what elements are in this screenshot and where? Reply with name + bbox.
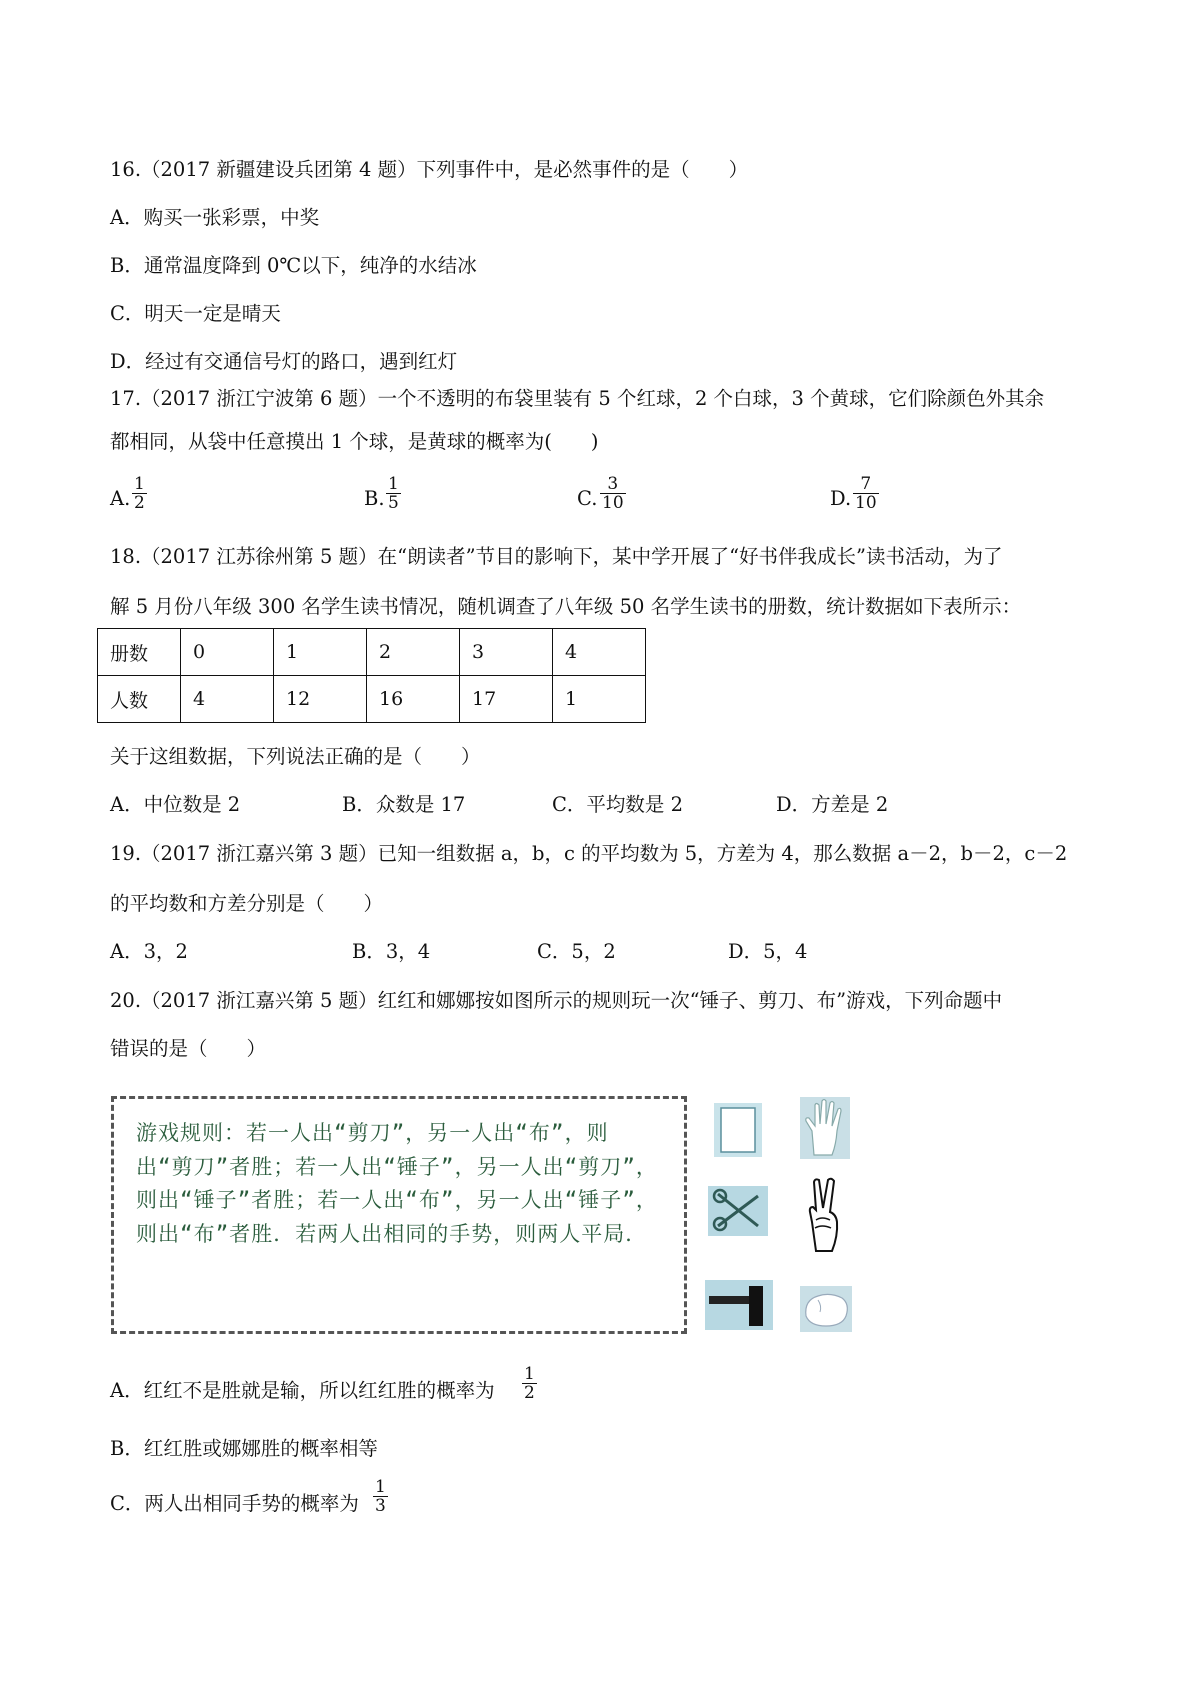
denominator: 10 — [602, 493, 624, 513]
q18-option-a: A．中位数是 2 — [110, 793, 241, 816]
q20-option-c-fraction — [373, 1478, 388, 1515]
q17-option-b-label: B. — [364, 487, 385, 510]
q20-option-a-text: A．红红不是胜就是输，所以红红胜的概率为 — [110, 1379, 495, 1402]
table-cell: 2 — [367, 629, 460, 676]
q18-option-b: B．众数是 17 — [342, 793, 466, 816]
paper-card-icon — [713, 1102, 763, 1158]
denominator: 3 — [375, 1496, 386, 1516]
q19-option-b: B．3，4 — [352, 940, 431, 963]
q16-option-a: A．购买一张彩票，中奖 — [110, 206, 320, 229]
q17-stem-line2: 都相同，从袋中任意摸出 1 个球，是黄球的概率为( ) — [110, 430, 599, 453]
open-hand-paper-icon — [800, 1097, 850, 1159]
numerator: 3 — [600, 475, 626, 494]
q20-option-b: B．红红胜或娜娜胜的概率相等 — [110, 1437, 378, 1460]
table-row — [98, 676, 646, 723]
victory-hand-scissors-icon — [800, 1176, 850, 1256]
q20-option-c-text: C．两人出相同手势的概率为 — [110, 1492, 359, 1515]
q17-option-a-label: A. — [110, 487, 131, 510]
table-cell: 16 — [367, 676, 460, 723]
q17-option-a-fraction — [132, 475, 147, 512]
q18-option-c: C．平均数是 2 — [552, 793, 684, 816]
denominator: 10 — [855, 493, 877, 513]
table-cell: 3 — [460, 629, 553, 676]
table-cell: 1 — [553, 676, 646, 723]
denominator: 2 — [134, 493, 145, 513]
q20-stem-line1: 20.（2017 浙江嘉兴第 5 题）红红和娜娜按如图所示的规则玩一次“锤子、剪刀、布”游戏，下列命题中 — [110, 989, 1003, 1012]
game-rules-text: 游戏规则：若一人出“剪刀”，另一人出“布”，则出“剪刀”者胜；若一人出“锤子”，另一人出“剪刀”，则出“锤子”者胜；若一人出“布”，另一人出“锤子”，则出“布”者胜．若两人出相同的手势，则两人平局． — [136, 1121, 658, 1246]
denominator: 2 — [524, 1383, 535, 1403]
q17-option-b-fraction — [386, 475, 401, 512]
table-cell: 册数 — [98, 629, 181, 676]
fist-rock-icon — [800, 1286, 852, 1332]
q17-option-c-label: C. — [577, 487, 598, 510]
numerator: 7 — [853, 475, 879, 494]
q16-option-b: B．通常温度降到 0℃以下，纯净的水结冰 — [110, 254, 477, 277]
numerator: 1 — [524, 1364, 535, 1384]
table-cell: 1 — [274, 629, 367, 676]
q18-stem-line2: 解 5 月份八年级 300 名学生读书情况，随机调查了八年级 50 名学生读书的册数，统计数据如下表所示： — [110, 595, 1022, 618]
q17-option-c-fraction — [600, 475, 626, 512]
q19-option-c: C．5，2 — [537, 940, 616, 963]
q18-stem-line1: 18.（2017 江苏徐州第 5 题）在“朗读者”节目的影响下，某中学开展了“好书伴我成长”读书活动，为了 — [110, 545, 1003, 568]
denominator: 5 — [388, 493, 399, 513]
numerator: 1 — [388, 474, 399, 494]
q20-option-a-fraction — [522, 1365, 537, 1402]
q18-data-table — [97, 628, 646, 723]
q16-option-c: C．明天一定是晴天 — [110, 302, 281, 325]
table-cell: 17 — [460, 676, 553, 723]
hammer-icon — [705, 1280, 773, 1330]
q18-option-d: D．方差是 2 — [776, 793, 889, 816]
q19-stem-line1: 19.（2017 浙江嘉兴第 3 题）已知一组数据 a，b，c 的平均数为 5，方差为 4，那么数据 a－2，b－2，c－2 — [110, 842, 1068, 865]
q19-stem-line2: 的平均数和方差分别是（ ） — [110, 892, 384, 915]
q17-option-d-fraction — [853, 475, 879, 512]
numerator: 1 — [375, 1477, 386, 1497]
q17-option-d-label: D. — [830, 487, 852, 510]
q20-stem-line2: 错误的是（ ） — [110, 1037, 267, 1060]
scissors-icon — [708, 1186, 768, 1236]
q19-option-d: D．5，4 — [728, 940, 808, 963]
table-cell: 12 — [274, 676, 367, 723]
table-cell: 0 — [181, 629, 274, 676]
table-row — [98, 629, 646, 676]
q18-question: 关于这组数据，下列说法正确的是（ ） — [110, 745, 481, 768]
q16-option-d: D．经过有交通信号灯的路口，遇到红灯 — [110, 350, 458, 373]
q17-stem-line1: 17.（2017 浙江宁波第 6 题）一个不透明的布袋里装有 5 个红球，2 个白球，3 个黄球，它们除颜色外其余 — [110, 387, 1045, 410]
game-rules-box — [111, 1096, 687, 1334]
numerator: 1 — [134, 474, 145, 494]
table-cell: 4 — [181, 676, 274, 723]
table-cell: 4 — [553, 629, 646, 676]
q19-option-a: A．3，2 — [110, 940, 188, 963]
q16-stem: 16.（2017 新疆建设兵团第 4 题）下列事件中，是必然事件的是（ ） — [110, 158, 749, 181]
table-cell: 人数 — [98, 676, 181, 723]
